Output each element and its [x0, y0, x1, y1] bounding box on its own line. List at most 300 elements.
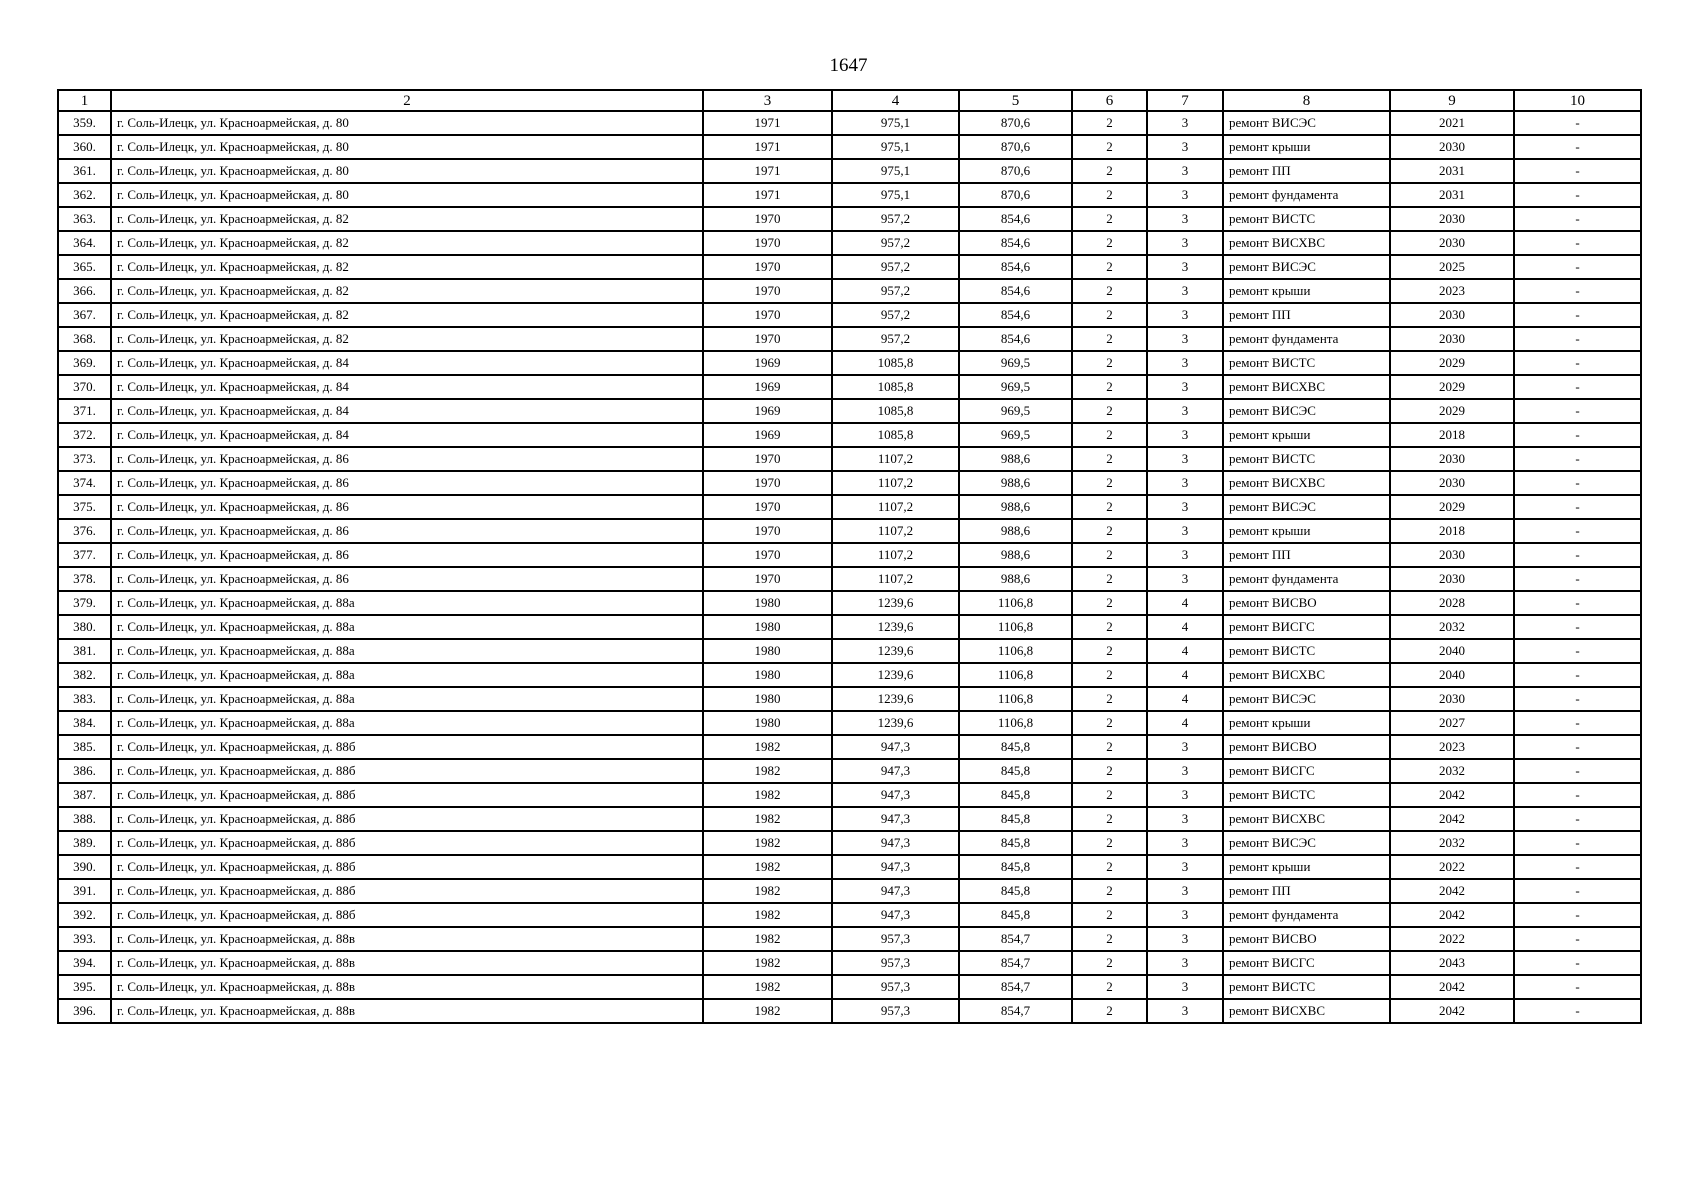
cell-floors: 2	[1072, 375, 1147, 399]
cell-total-area: 957,2	[832, 279, 959, 303]
cell-year-built: 1970	[703, 519, 832, 543]
cell-row-number: 364.	[58, 231, 111, 255]
column-header: 10	[1514, 90, 1641, 111]
cell-year-built: 1969	[703, 399, 832, 423]
cell-entrances: 3	[1147, 855, 1223, 879]
cell-total-area: 957,3	[832, 927, 959, 951]
cell-entrances: 3	[1147, 183, 1223, 207]
table-row	[58, 999, 1641, 1023]
cell-year-built: 1970	[703, 495, 832, 519]
cell-total-area: 957,2	[832, 255, 959, 279]
cell-total-area: 1085,8	[832, 351, 959, 375]
cell-planned-year: 2027	[1390, 711, 1514, 735]
cell-address: г. Соль-Илецк, ул. Красноармейская, д. 86	[111, 519, 703, 543]
cell-living-area: 988,6	[959, 567, 1072, 591]
cell-work-type: ремонт ВИСГС	[1223, 951, 1390, 975]
cell-address: г. Соль-Илецк, ул. Красноармейская, д. 88а	[111, 615, 703, 639]
cell-floors: 2	[1072, 543, 1147, 567]
cell-living-area: 988,6	[959, 495, 1072, 519]
cell-total-area: 1107,2	[832, 495, 959, 519]
cell-row-number: 359.	[58, 111, 111, 135]
cell-year-built: 1980	[703, 639, 832, 663]
cell-row-number: 373.	[58, 447, 111, 471]
cell-row-number: 366.	[58, 279, 111, 303]
cell-planned-year: 2030	[1390, 303, 1514, 327]
table-row	[58, 231, 1641, 255]
cell-note: -	[1514, 543, 1641, 567]
table-row	[58, 279, 1641, 303]
table-row	[58, 111, 1641, 135]
table-row	[58, 903, 1641, 927]
cell-year-built: 1970	[703, 447, 832, 471]
cell-planned-year: 2021	[1390, 111, 1514, 135]
cell-entrances: 3	[1147, 879, 1223, 903]
table-row	[58, 135, 1641, 159]
cell-row-number: 360.	[58, 135, 111, 159]
column-header: 4	[832, 90, 959, 111]
cell-entrances: 3	[1147, 231, 1223, 255]
cell-total-area: 1239,6	[832, 615, 959, 639]
cell-year-built: 1971	[703, 111, 832, 135]
cell-floors: 2	[1072, 975, 1147, 999]
cell-entrances: 3	[1147, 927, 1223, 951]
cell-floors: 2	[1072, 711, 1147, 735]
cell-planned-year: 2022	[1390, 927, 1514, 951]
cell-address: г. Соль-Илецк, ул. Красноармейская, д. 88а	[111, 639, 703, 663]
cell-work-type: ремонт крыши	[1223, 135, 1390, 159]
cell-note: -	[1514, 687, 1641, 711]
table-body	[58, 111, 1641, 1023]
cell-work-type: ремонт ВИСТС	[1223, 975, 1390, 999]
cell-floors: 2	[1072, 471, 1147, 495]
cell-row-number: 378.	[58, 567, 111, 591]
cell-note: -	[1514, 999, 1641, 1023]
cell-address: г. Соль-Илецк, ул. Красноармейская, д. 84	[111, 399, 703, 423]
cell-total-area: 947,3	[832, 831, 959, 855]
cell-living-area: 1106,8	[959, 711, 1072, 735]
cell-year-built: 1980	[703, 687, 832, 711]
cell-living-area: 845,8	[959, 831, 1072, 855]
cell-floors: 2	[1072, 447, 1147, 471]
cell-total-area: 975,1	[832, 159, 959, 183]
cell-row-number: 382.	[58, 663, 111, 687]
cell-work-type: ремонт крыши	[1223, 519, 1390, 543]
table-row	[58, 615, 1641, 639]
cell-living-area: 854,6	[959, 255, 1072, 279]
cell-work-type: ремонт ВИСХВС	[1223, 663, 1390, 687]
cell-entrances: 3	[1147, 255, 1223, 279]
cell-address: г. Соль-Илецк, ул. Красноармейская, д. 82	[111, 207, 703, 231]
cell-row-number: 396.	[58, 999, 111, 1023]
cell-planned-year: 2030	[1390, 135, 1514, 159]
table-row	[58, 927, 1641, 951]
table-row	[58, 975, 1641, 999]
cell-year-built: 1980	[703, 711, 832, 735]
cell-work-type: ремонт ВИСХВС	[1223, 231, 1390, 255]
cell-year-built: 1982	[703, 927, 832, 951]
cell-planned-year: 2030	[1390, 687, 1514, 711]
cell-living-area: 854,6	[959, 303, 1072, 327]
cell-row-number: 389.	[58, 831, 111, 855]
cell-year-built: 1970	[703, 327, 832, 351]
cell-living-area: 988,6	[959, 447, 1072, 471]
cell-address: г. Соль-Илецк, ул. Красноармейская, д. 80	[111, 111, 703, 135]
cell-living-area: 870,6	[959, 135, 1072, 159]
cell-total-area: 947,3	[832, 903, 959, 927]
cell-planned-year: 2023	[1390, 279, 1514, 303]
cell-total-area: 957,2	[832, 327, 959, 351]
cell-work-type: ремонт ВИСТС	[1223, 207, 1390, 231]
cell-year-built: 1982	[703, 831, 832, 855]
table-row	[58, 567, 1641, 591]
cell-year-built: 1982	[703, 879, 832, 903]
cell-floors: 2	[1072, 999, 1147, 1023]
cell-note: -	[1514, 327, 1641, 351]
cell-entrances: 3	[1147, 207, 1223, 231]
cell-note: -	[1514, 903, 1641, 927]
cell-living-area: 854,7	[959, 975, 1072, 999]
cell-living-area: 1106,8	[959, 591, 1072, 615]
cell-note: -	[1514, 807, 1641, 831]
table-row	[58, 759, 1641, 783]
cell-floors: 2	[1072, 495, 1147, 519]
cell-year-built: 1980	[703, 663, 832, 687]
cell-address: г. Соль-Илецк, ул. Красноармейская, д. 88б	[111, 759, 703, 783]
cell-living-area: 854,7	[959, 927, 1072, 951]
column-header: 6	[1072, 90, 1147, 111]
cell-note: -	[1514, 663, 1641, 687]
cell-total-area: 1107,2	[832, 543, 959, 567]
cell-year-built: 1970	[703, 255, 832, 279]
column-header: 1	[58, 90, 111, 111]
cell-entrances: 3	[1147, 423, 1223, 447]
cell-year-built: 1982	[703, 759, 832, 783]
cell-address: г. Соль-Илецк, ул. Красноармейская, д. 86	[111, 567, 703, 591]
cell-year-built: 1971	[703, 159, 832, 183]
cell-living-area: 969,5	[959, 351, 1072, 375]
cell-floors: 2	[1072, 807, 1147, 831]
cell-work-type: ремонт ВИСЭС	[1223, 255, 1390, 279]
column-header: 7	[1147, 90, 1223, 111]
cell-work-type: ремонт фундамента	[1223, 327, 1390, 351]
cell-planned-year: 2040	[1390, 639, 1514, 663]
cell-floors: 2	[1072, 111, 1147, 135]
cell-living-area: 969,5	[959, 375, 1072, 399]
cell-floors: 2	[1072, 135, 1147, 159]
cell-row-number: 372.	[58, 423, 111, 447]
cell-address: г. Соль-Илецк, ул. Красноармейская, д. 82	[111, 255, 703, 279]
cell-entrances: 3	[1147, 159, 1223, 183]
table-row	[58, 399, 1641, 423]
cell-planned-year: 2018	[1390, 519, 1514, 543]
registry-table	[57, 89, 1642, 1024]
cell-work-type: ремонт ВИСХВС	[1223, 999, 1390, 1023]
cell-year-built: 1980	[703, 591, 832, 615]
cell-address: г. Соль-Илецк, ул. Красноармейская, д. 88б	[111, 831, 703, 855]
cell-work-type: ремонт фундамента	[1223, 903, 1390, 927]
column-header: 8	[1223, 90, 1390, 111]
cell-work-type: ремонт ВИСХВС	[1223, 471, 1390, 495]
cell-living-area: 845,8	[959, 735, 1072, 759]
cell-work-type: ремонт ВИСТС	[1223, 783, 1390, 807]
cell-row-number: 385.	[58, 735, 111, 759]
cell-planned-year: 2031	[1390, 183, 1514, 207]
table-row	[58, 711, 1641, 735]
cell-address: г. Соль-Илецк, ул. Красноармейская, д. 88б	[111, 855, 703, 879]
cell-work-type: ремонт фундамента	[1223, 567, 1390, 591]
cell-year-built: 1971	[703, 135, 832, 159]
table-row	[58, 207, 1641, 231]
cell-living-area: 854,7	[959, 999, 1072, 1023]
cell-total-area: 975,1	[832, 183, 959, 207]
cell-year-built: 1970	[703, 231, 832, 255]
cell-address: г. Соль-Илецк, ул. Красноармейская, д. 80	[111, 183, 703, 207]
cell-note: -	[1514, 975, 1641, 999]
cell-address: г. Соль-Илецк, ул. Красноармейская, д. 84	[111, 423, 703, 447]
cell-work-type: ремонт ВИСЭС	[1223, 399, 1390, 423]
cell-living-area: 988,6	[959, 471, 1072, 495]
cell-note: -	[1514, 567, 1641, 591]
cell-row-number: 369.	[58, 351, 111, 375]
cell-entrances: 3	[1147, 111, 1223, 135]
cell-address: г. Соль-Илецк, ул. Красноармейская, д. 88б	[111, 903, 703, 927]
column-header: 5	[959, 90, 1072, 111]
cell-planned-year: 2029	[1390, 495, 1514, 519]
cell-work-type: ремонт ВИСЭС	[1223, 831, 1390, 855]
cell-work-type: ремонт крыши	[1223, 711, 1390, 735]
table-row	[58, 687, 1641, 711]
cell-work-type: ремонт крыши	[1223, 855, 1390, 879]
cell-address: г. Соль-Илецк, ул. Красноармейская, д. 80	[111, 135, 703, 159]
cell-entrances: 3	[1147, 279, 1223, 303]
cell-note: -	[1514, 855, 1641, 879]
cell-total-area: 1239,6	[832, 663, 959, 687]
cell-entrances: 3	[1147, 999, 1223, 1023]
table-row	[58, 783, 1641, 807]
cell-floors: 2	[1072, 903, 1147, 927]
cell-year-built: 1970	[703, 543, 832, 567]
cell-planned-year: 2022	[1390, 855, 1514, 879]
table-row	[58, 855, 1641, 879]
cell-work-type: ремонт ВИСГС	[1223, 615, 1390, 639]
cell-living-area: 1106,8	[959, 639, 1072, 663]
cell-note: -	[1514, 399, 1641, 423]
column-header: 2	[111, 90, 703, 111]
cell-planned-year: 2028	[1390, 591, 1514, 615]
cell-work-type: ремонт крыши	[1223, 423, 1390, 447]
page-number: 1647	[829, 55, 868, 76]
cell-work-type: ремонт ВИСВО	[1223, 735, 1390, 759]
cell-total-area: 957,2	[832, 231, 959, 255]
cell-row-number: 365.	[58, 255, 111, 279]
cell-planned-year: 2043	[1390, 951, 1514, 975]
cell-address: г. Соль-Илецк, ул. Красноармейская, д. 86	[111, 495, 703, 519]
cell-note: -	[1514, 591, 1641, 615]
cell-note: -	[1514, 111, 1641, 135]
cell-note: -	[1514, 159, 1641, 183]
cell-address: г. Соль-Илецк, ул. Красноармейская, д. 88а	[111, 663, 703, 687]
cell-floors: 2	[1072, 951, 1147, 975]
cell-work-type: ремонт ПП	[1223, 303, 1390, 327]
cell-living-area: 854,6	[959, 231, 1072, 255]
cell-row-number: 377.	[58, 543, 111, 567]
cell-planned-year: 2023	[1390, 735, 1514, 759]
cell-floors: 2	[1072, 879, 1147, 903]
cell-total-area: 975,1	[832, 135, 959, 159]
cell-planned-year: 2018	[1390, 423, 1514, 447]
cell-address: г. Соль-Илецк, ул. Красноармейская, д. 88а	[111, 687, 703, 711]
cell-work-type: ремонт ВИСТС	[1223, 351, 1390, 375]
cell-row-number: 395.	[58, 975, 111, 999]
cell-planned-year: 2030	[1390, 447, 1514, 471]
cell-living-area: 988,6	[959, 543, 1072, 567]
cell-note: -	[1514, 351, 1641, 375]
cell-row-number: 379.	[58, 591, 111, 615]
cell-note: -	[1514, 711, 1641, 735]
cell-total-area: 947,3	[832, 807, 959, 831]
cell-address: г. Соль-Илецк, ул. Красноармейская, д. 82	[111, 303, 703, 327]
cell-floors: 2	[1072, 255, 1147, 279]
cell-total-area: 957,3	[832, 999, 959, 1023]
cell-work-type: ремонт ВИСЭС	[1223, 111, 1390, 135]
cell-planned-year: 2029	[1390, 351, 1514, 375]
cell-floors: 2	[1072, 735, 1147, 759]
cell-note: -	[1514, 303, 1641, 327]
cell-entrances: 3	[1147, 975, 1223, 999]
table-row	[58, 807, 1641, 831]
cell-entrances: 3	[1147, 783, 1223, 807]
cell-address: г. Соль-Илецк, ул. Красноармейская, д. 88в	[111, 951, 703, 975]
cell-note: -	[1514, 135, 1641, 159]
cell-year-built: 1982	[703, 783, 832, 807]
table-row	[58, 255, 1641, 279]
cell-year-built: 1982	[703, 903, 832, 927]
cell-address: г. Соль-Илецк, ул. Красноармейская, д. 88а	[111, 591, 703, 615]
table-row	[58, 375, 1641, 399]
table-row	[58, 543, 1641, 567]
cell-row-number: 375.	[58, 495, 111, 519]
cell-address: г. Соль-Илецк, ул. Красноармейская, д. 84	[111, 375, 703, 399]
table-row	[58, 471, 1641, 495]
cell-living-area: 988,6	[959, 519, 1072, 543]
cell-entrances: 3	[1147, 471, 1223, 495]
cell-row-number: 381.	[58, 639, 111, 663]
cell-year-built: 1970	[703, 303, 832, 327]
cell-work-type: ремонт ПП	[1223, 879, 1390, 903]
cell-year-built: 1970	[703, 279, 832, 303]
cell-total-area: 1239,6	[832, 591, 959, 615]
cell-work-type: ремонт ПП	[1223, 159, 1390, 183]
cell-living-area: 1106,8	[959, 687, 1072, 711]
cell-address: г. Соль-Илецк, ул. Красноармейская, д. 88б	[111, 879, 703, 903]
cell-living-area: 969,5	[959, 423, 1072, 447]
cell-entrances: 3	[1147, 807, 1223, 831]
cell-total-area: 1085,8	[832, 423, 959, 447]
cell-year-built: 1982	[703, 951, 832, 975]
cell-floors: 2	[1072, 831, 1147, 855]
cell-work-type: ремонт ВИСВО	[1223, 591, 1390, 615]
cell-total-area: 957,3	[832, 951, 959, 975]
cell-address: г. Соль-Илецк, ул. Красноармейская, д. 86	[111, 447, 703, 471]
cell-floors: 2	[1072, 663, 1147, 687]
table-row	[58, 423, 1641, 447]
cell-living-area: 1106,8	[959, 615, 1072, 639]
table-row	[58, 831, 1641, 855]
cell-planned-year: 2042	[1390, 783, 1514, 807]
cell-planned-year: 2030	[1390, 567, 1514, 591]
cell-total-area: 1239,6	[832, 711, 959, 735]
cell-planned-year: 2029	[1390, 375, 1514, 399]
cell-entrances: 3	[1147, 567, 1223, 591]
cell-living-area: 854,7	[959, 951, 1072, 975]
table-row	[58, 951, 1641, 975]
cell-note: -	[1514, 759, 1641, 783]
cell-floors: 2	[1072, 279, 1147, 303]
cell-address: г. Соль-Илецк, ул. Красноармейская, д. 88в	[111, 927, 703, 951]
cell-year-built: 1982	[703, 855, 832, 879]
cell-planned-year: 2042	[1390, 807, 1514, 831]
table-header-row	[58, 90, 1641, 111]
table-row	[58, 879, 1641, 903]
cell-floors: 2	[1072, 783, 1147, 807]
cell-row-number: 388.	[58, 807, 111, 831]
cell-note: -	[1514, 231, 1641, 255]
cell-floors: 2	[1072, 687, 1147, 711]
cell-row-number: 362.	[58, 183, 111, 207]
cell-total-area: 1107,2	[832, 447, 959, 471]
cell-year-built: 1982	[703, 975, 832, 999]
cell-year-built: 1982	[703, 735, 832, 759]
cell-address: г. Соль-Илецк, ул. Красноармейская, д. 86	[111, 543, 703, 567]
cell-note: -	[1514, 831, 1641, 855]
cell-total-area: 1085,8	[832, 375, 959, 399]
cell-floors: 2	[1072, 399, 1147, 423]
cell-total-area: 1107,2	[832, 471, 959, 495]
cell-floors: 2	[1072, 327, 1147, 351]
cell-entrances: 3	[1147, 759, 1223, 783]
cell-planned-year: 2032	[1390, 759, 1514, 783]
cell-year-built: 1969	[703, 423, 832, 447]
cell-entrances: 4	[1147, 615, 1223, 639]
cell-row-number: 376.	[58, 519, 111, 543]
cell-entrances: 3	[1147, 399, 1223, 423]
cell-total-area: 947,3	[832, 735, 959, 759]
cell-work-type: ремонт ПП	[1223, 543, 1390, 567]
cell-total-area: 1107,2	[832, 567, 959, 591]
cell-total-area: 947,3	[832, 783, 959, 807]
cell-note: -	[1514, 951, 1641, 975]
cell-work-type: ремонт ВИСХВС	[1223, 807, 1390, 831]
cell-planned-year: 2042	[1390, 999, 1514, 1023]
cell-note: -	[1514, 519, 1641, 543]
cell-work-type: ремонт ВИСВО	[1223, 927, 1390, 951]
cell-row-number: 387.	[58, 783, 111, 807]
cell-year-built: 1970	[703, 471, 832, 495]
cell-planned-year: 2031	[1390, 159, 1514, 183]
cell-entrances: 3	[1147, 735, 1223, 759]
table-row	[58, 351, 1641, 375]
cell-living-area: 870,6	[959, 183, 1072, 207]
cell-note: -	[1514, 279, 1641, 303]
cell-work-type: ремонт ВИСГС	[1223, 759, 1390, 783]
cell-floors: 2	[1072, 591, 1147, 615]
table-row	[58, 447, 1641, 471]
cell-note: -	[1514, 615, 1641, 639]
cell-row-number: 380.	[58, 615, 111, 639]
cell-work-type: ремонт ВИСТС	[1223, 639, 1390, 663]
cell-note: -	[1514, 639, 1641, 663]
cell-planned-year: 2025	[1390, 255, 1514, 279]
